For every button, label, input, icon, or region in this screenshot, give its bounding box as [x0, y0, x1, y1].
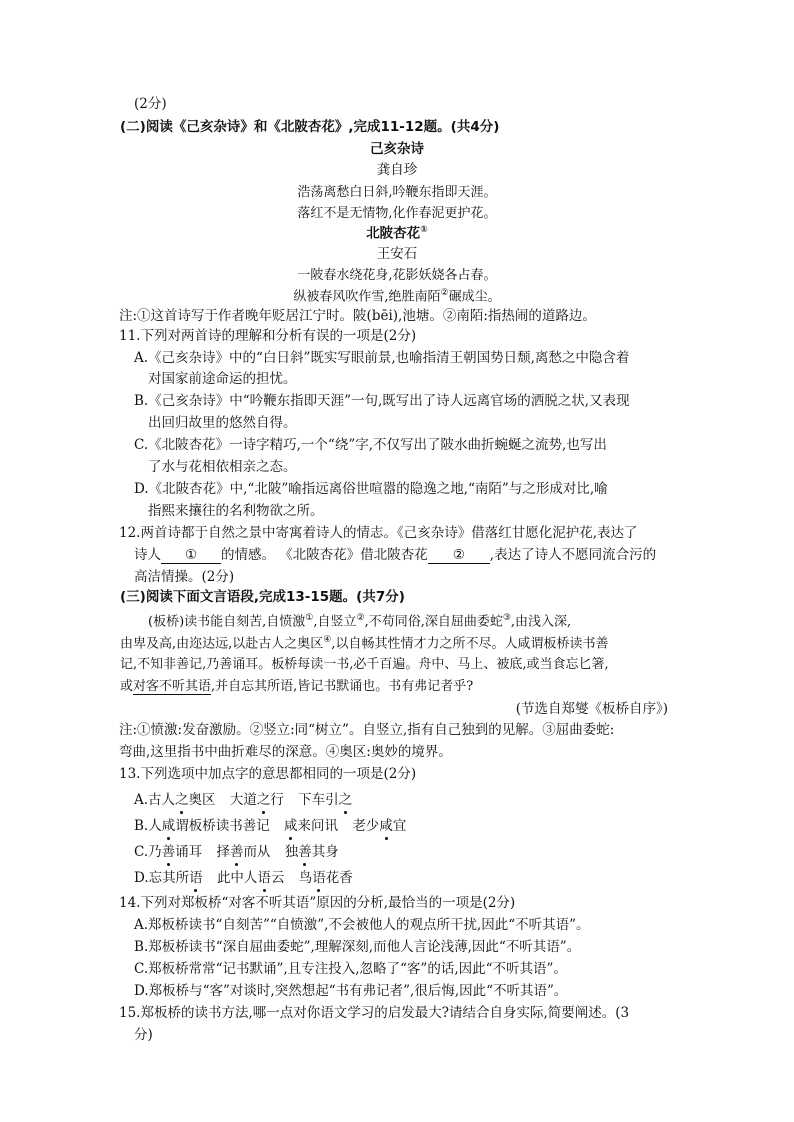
poem2-author: 王安石: [376, 246, 418, 262]
option-text: D.忘其所: [134, 870, 190, 886]
dotted-char: 善: [161, 844, 176, 860]
q14-stem: 14.下列对郑板桥“对客不听其语”原因的分析,最恰当的一项是(2分): [119, 895, 516, 911]
poem1-line: 浩荡离愁白日斜,吟鞭东指即天涯。: [297, 185, 497, 200]
underlined-phrase: 对客不听其语: [133, 679, 212, 694]
q14-option-b: B.郑板桥读书“深自屈曲委蛇”,理解深刻,而他人言论浅薄,因此“不听其语”。: [134, 939, 581, 955]
dotted-char: 善: [298, 844, 312, 860]
footnote-marker: ②: [356, 613, 365, 623]
q15-stem-cont: 分): [134, 1027, 153, 1043]
option-text: 行: [270, 792, 284, 808]
option-text: 而从: [243, 844, 271, 860]
q11-option-a: A.《己亥杂诗》中的“白日斜”既实写眼前景,也喻指清王朝国势日颓,离愁之中隐含着: [134, 350, 630, 366]
q14-option-a: A.郑板桥读书“自刻苦”“自愤激”,不会被他人的观点所干扰,因此“不听其语”。: [134, 917, 590, 933]
dotted-char: 之: [256, 792, 271, 808]
option-text: 奥区: [188, 792, 216, 808]
poem2-line-text: 碾成尘。: [448, 289, 501, 305]
poem1-line: 落红不是无情物,化作春泥更护花。: [297, 206, 497, 221]
option-text: A.古人: [134, 792, 176, 808]
passage-text: 或: [120, 679, 134, 694]
passage-line: [120, 636, 608, 650]
poem2-line-text: 纵被春风吹作雪,绝胜南陌: [293, 289, 441, 305]
footnote-marker: ①: [420, 225, 428, 235]
passage-note: 注:①愤激:发奋激励。②竖立:同“树立”。自竖立,指有自己独到的见解。③屈曲委蛇:: [119, 722, 615, 738]
q13-option-a: [134, 794, 352, 808]
q13-option-c: [134, 846, 339, 860]
option-text: 大道: [229, 792, 257, 808]
footnote-marker: ③: [502, 613, 511, 623]
q14-option-c: C.郑板桥常常“记书默诵”,且专注投入,忽略了“客”的话,因此“不听其语”。: [134, 961, 567, 977]
option-text: 花香: [325, 870, 353, 886]
q11-stem: 11.下列对两首诗的理解和分析有误的一项是(2分): [119, 328, 417, 344]
dotted-char: 咸: [379, 818, 393, 834]
option-text: 其身: [311, 844, 339, 860]
poem2-line: 一陂春水绕花身,花影妖娆各占春。: [297, 268, 497, 283]
passage-source: (节选自郑燮《板桥自序》): [515, 701, 668, 717]
passage-text: 由卑及高,由迩达远,以赴古人之奥区: [120, 636, 324, 652]
passage-line: [120, 680, 473, 693]
q12-text: 诗人: [134, 547, 161, 563]
q12-text: 的情感。 《北陂杏花》借北陂杏花: [221, 547, 428, 563]
q13-option-b: [134, 820, 406, 834]
q13-option-d: [134, 872, 353, 886]
passage-note-cont: 弯曲,这里指书中曲折难尽的深意。④奥区:奥妙的境界。: [119, 744, 452, 760]
q11-option-b: B.《己亥杂诗》中“吟鞭东指即天涯”一句,既写出了诗人远离官场的洒脱之状,又表现: [134, 393, 630, 409]
q12-line: [134, 549, 656, 564]
section-3-heading: (三)阅读下面文言语段,完成13-15题。(共7分): [120, 589, 405, 605]
fill-blank-2[interactable]: ②: [428, 549, 490, 564]
q11-option-a-cont: 对国家前途命运的担忧。: [148, 371, 297, 387]
option-text: 下车引: [298, 792, 339, 808]
dotted-char: 语: [312, 870, 326, 886]
poem2-title-text: 北陂杏花: [366, 225, 421, 242]
option-text: 来问讯: [297, 818, 339, 834]
passage-text: ,自竖立: [313, 614, 357, 630]
dotted-char: 咸: [161, 818, 176, 834]
dotted-char: 之: [175, 792, 189, 808]
poem-note: 注:①这首诗写于作者晚年贬居江宁时。陂(bēi),池塘。②南陌:指热闹的道路边。: [119, 308, 596, 324]
q13-stem: 13.下列选项中加点字的意思都相同的一项是(2分): [119, 766, 417, 782]
option-text: 此中人: [216, 870, 258, 886]
poem1-title: 己亥杂诗: [370, 141, 424, 157]
fill-blank-1[interactable]: ①: [161, 549, 221, 564]
footnote-marker: ②: [440, 288, 449, 298]
dotted-char: 语: [189, 870, 203, 886]
option-text: 鸟: [298, 870, 313, 886]
dotted-char: 善: [229, 844, 244, 860]
option-text: 老少: [352, 818, 380, 834]
score-note: (2分): [134, 96, 167, 112]
poem1-author: 龚自珍: [376, 162, 418, 178]
dotted-char: 语: [257, 870, 271, 886]
q14-option-d: D.郑板桥与“客”对谈时,突然想起“书有弗记者”,很后悔,因此“不听其语”。: [134, 983, 568, 999]
poem2-line: [0, 289, 794, 303]
poem2-title: [0, 226, 794, 241]
dotted-char: 之: [338, 792, 353, 808]
q11-option-b-cont: 出回归故里的悠然自得。: [148, 415, 297, 431]
q15-stem: 15.郑板桥的读书方法,哪一点对你语文学习的启发最大?请结合自身实际,简要阐述。(3: [119, 1005, 630, 1021]
passage-text: ,不苟同俗,深自屈曲委蛇: [364, 614, 503, 630]
q12-line: 高洁情操。(2分): [134, 569, 235, 585]
option-text: 宜: [392, 818, 407, 834]
q11-option-d-cont: 指熙来攘往的名利物欲之所。: [148, 503, 324, 519]
option-text: C.乃: [134, 844, 162, 860]
q12-text: ,表达了诗人不愿同流合污的: [489, 547, 657, 563]
q11-option-c-cont: 了水与花相依相亲之态。: [148, 459, 297, 475]
q12-line: 12.两首诗都于自然之景中寄寓着诗人的情志。《己亥杂诗》借落红甘愿化泥护花,表达了: [119, 525, 638, 541]
footnote-marker: ①: [305, 613, 314, 623]
passage-line: 记,不知非善记,乃善诵耳。板桥每读一书,必千百遍。舟中、马上、被底,或当食忘匕箸,: [120, 657, 609, 672]
option-text: B.人: [134, 818, 162, 834]
option-text: 谓板桥读书善记: [175, 818, 270, 834]
footnote-marker: ④: [323, 635, 332, 645]
option-text: 诵耳: [175, 844, 203, 860]
option-text: 云: [270, 870, 285, 886]
passage-text: (板桥)读书能自刻苦,自愤激: [148, 614, 306, 630]
q11-option-d: D.《北陂杏花》中,“北陂”喻指远离俗世喧嚣的隐逸之地,“南陌”与之形成对比,喻: [134, 481, 608, 497]
passage-text: ,以自畅其性情才力之所不尽。人咸谓板桥读书善: [331, 636, 609, 652]
dotted-char: 咸: [284, 818, 298, 834]
option-text: 独: [284, 844, 299, 860]
passage-line: [148, 614, 571, 628]
passage-text: ,并自忘其所语,皆记书默诵也。书有弗记者乎?: [211, 679, 474, 694]
q11-option-c: C.《北陂杏花》一诗字精巧,一个“绕”字,不仅写出了陂水曲折蜿蜒之流势,也写出: [134, 437, 607, 453]
section-2-heading: (二)阅读《己亥杂诗》和《北陂杏花》,完成11-12题。(共4分): [120, 119, 500, 135]
passage-text: ,由浅入深,: [510, 614, 572, 630]
option-text: 择: [216, 844, 230, 860]
